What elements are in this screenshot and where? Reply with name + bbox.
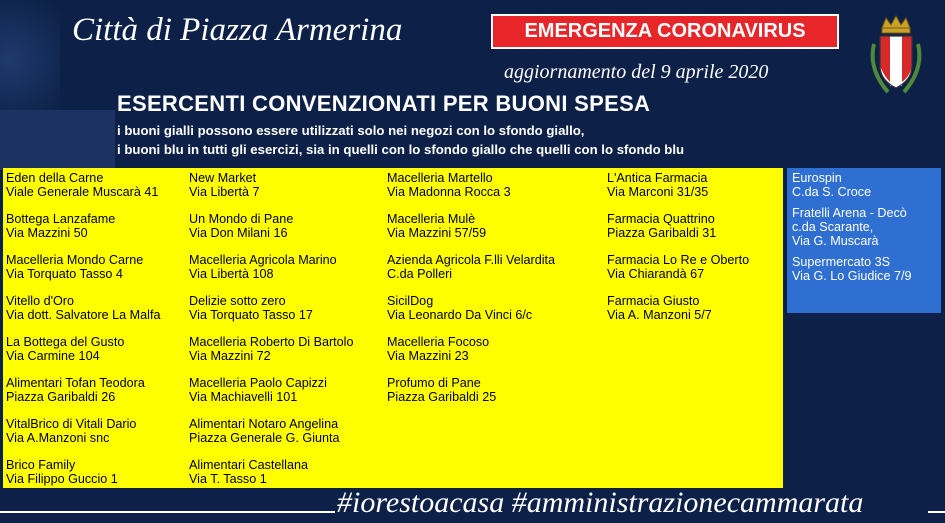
shop-address: Via G. Muscarà [792,234,879,248]
shop-name: New Market [189,171,257,185]
shop-entry [6,417,160,458]
shop-address: Via Libertà 108 [189,267,274,281]
note-line-2: i buoni blu in tutti gli esercizi, sia in quelli con lo sfondo giallo che quelli con lo sfondo blu [117,142,685,157]
shop-entry [792,206,911,248]
shop-address: Via Filippo Guccio 1 [6,472,118,486]
hashtags-text: #iorestoacasa #amministrazionecammarata [337,486,864,519]
shop-address: Via Torquato Tasso 17 [189,308,313,322]
city-crest-icon [866,14,926,100]
yellow-shops-panel [3,168,783,488]
shop-name: Farmacia Giusto [607,294,700,308]
shop-name: Supermercato 3S [792,255,891,269]
headline: ESERCENTI CONVENZIONATI PER BUONI SPESA [117,91,651,116]
shop-address: Via Machiavelli 101 [189,390,298,404]
shop-address: Via Mazzini 23 [387,349,469,363]
shop-name: SicilDog [387,294,434,308]
shop-name: Delizie sotto zero [189,294,286,308]
city-title: Città di Piazza Armerina [72,12,403,48]
shop-entry [189,212,354,253]
shop-entry [189,294,354,335]
shop-name: L'Antica Farmacia [607,171,708,185]
shop-address: Via Carmine 104 [6,349,100,363]
shop-entry [387,294,555,335]
shop-entry [189,417,354,458]
shop-address: Via Torquato Tasso 4 [6,267,123,281]
shop-address: Via Marconi 31/35 [607,185,709,199]
shop-entry [6,253,160,294]
shop-address: Via Mazzini 72 [189,349,271,363]
shop-name: Macelleria Mulè [387,212,476,226]
shop-entry [387,253,555,294]
shop-name: Farmacia Quattrino [607,212,715,226]
shop-name: Fratelli Arena - Decò [792,206,907,220]
shop-address: C.da S. Croce [792,185,872,199]
shop-address: Viale Generale Muscarà 41 [6,185,159,199]
shop-address: Via dott. Salvatore La Malfa [6,308,161,322]
footer-divider [928,511,945,513]
shop-entry [189,253,354,294]
shop-name: Macelleria Mondo Carne [6,253,144,267]
shop-address: Via Libertà 7 [189,185,260,199]
shop-name: Farmacia Lo Re e Oberto [607,253,750,267]
shop-entry [607,212,749,253]
update-date: aggiornamento del 9 aprile 2020 [504,61,769,83]
shop-address: Piazza Garibaldi 31 [607,226,717,240]
shop-address: Via Mazzini 57/59 [387,226,487,240]
shop-address: Via A.Manzoni snc [6,431,110,445]
hashtag-footer [0,486,945,523]
shop-address: Via T. Tasso 1 [189,472,267,486]
shop-entry [6,335,160,376]
background-decoration-panel [0,110,115,170]
shop-name: Bottega Lanzafame [6,212,116,226]
shop-entry [6,171,160,212]
shop-name: Eden della Carne [6,171,104,185]
shop-name: Macelleria Agricola Marino [189,253,337,267]
yellow-column-4 [607,171,749,335]
shop-name: Alimentari Tofan Teodora [6,376,145,390]
yellow-column-3 [387,171,555,417]
blue-column [792,171,911,290]
shop-address: Via Don Milani 16 [189,226,288,240]
blue-shops-panel [787,168,941,313]
shop-entry [607,253,749,294]
yellow-column-1 [6,171,160,499]
shop-entry [607,294,749,335]
shop-name: VitalBrico di Vitali Dario [6,417,137,431]
shop-name: Alimentari Notaro Angelina [189,417,339,431]
note-line-1: i buoni gialli possono essere utilizzati solo nei negozi con lo sfondo giallo, [117,123,585,138]
shop-name: Eurospin [792,171,842,185]
shop-address: Piazza Generale G. Giunta [189,431,340,445]
shop-entry [387,171,555,212]
shop-name: Un Mondo di Pane [189,212,294,226]
shop-name: Alimentari Castellana [189,458,308,472]
emergency-banner: EMERGENZA CORONAVIRUS [491,14,839,49]
shop-name: Brico Family [6,458,76,472]
background-decoration [0,0,60,110]
shop-entry [189,171,354,212]
shop-entry [189,376,354,417]
shop-entry [792,171,911,199]
shop-entry [189,335,354,376]
shop-address: Piazza Garibaldi 25 [387,390,497,404]
shop-address: Via Leonardo Da Vinci 6/c [387,308,533,322]
shop-name: Macelleria Paolo Capizzi [189,376,327,390]
yellow-column-2 [189,171,354,499]
shop-entry [607,171,749,212]
shop-entry [387,212,555,253]
shop-name: Macelleria Focoso [387,335,490,349]
shop-name: Vitello d'Oro [6,294,74,308]
shop-address: Via Madonna Rocca 3 [387,185,511,199]
shop-name: Macelleria Roberto Di Bartolo [189,335,354,349]
shop-address: Piazza Garibaldi 26 [6,390,116,404]
shop-name: Profumo di Pane [387,376,481,390]
shop-address: C.da Polleri [387,267,453,281]
shop-address: c.da Scarante, [792,220,874,234]
shop-name: La Bottega del Gusto [6,335,125,349]
shop-entry [6,212,160,253]
shop-entry [387,376,555,417]
shop-address: Via A. Manzoni 5/7 [607,308,712,322]
shop-entry [792,255,911,283]
shop-name: Azienda Agricola F.lli Velardita [387,253,556,267]
shop-entry [6,294,160,335]
shop-name: Macelleria Martello [387,171,493,185]
shop-address: Via G. Lo Giudice 7/9 [792,269,912,283]
shop-address: Via Mazzini 50 [6,226,88,240]
shop-entry [6,376,160,417]
footer-divider [0,511,335,513]
shop-address: Via Chiarandà 67 [607,267,705,281]
shop-entry [387,335,555,376]
